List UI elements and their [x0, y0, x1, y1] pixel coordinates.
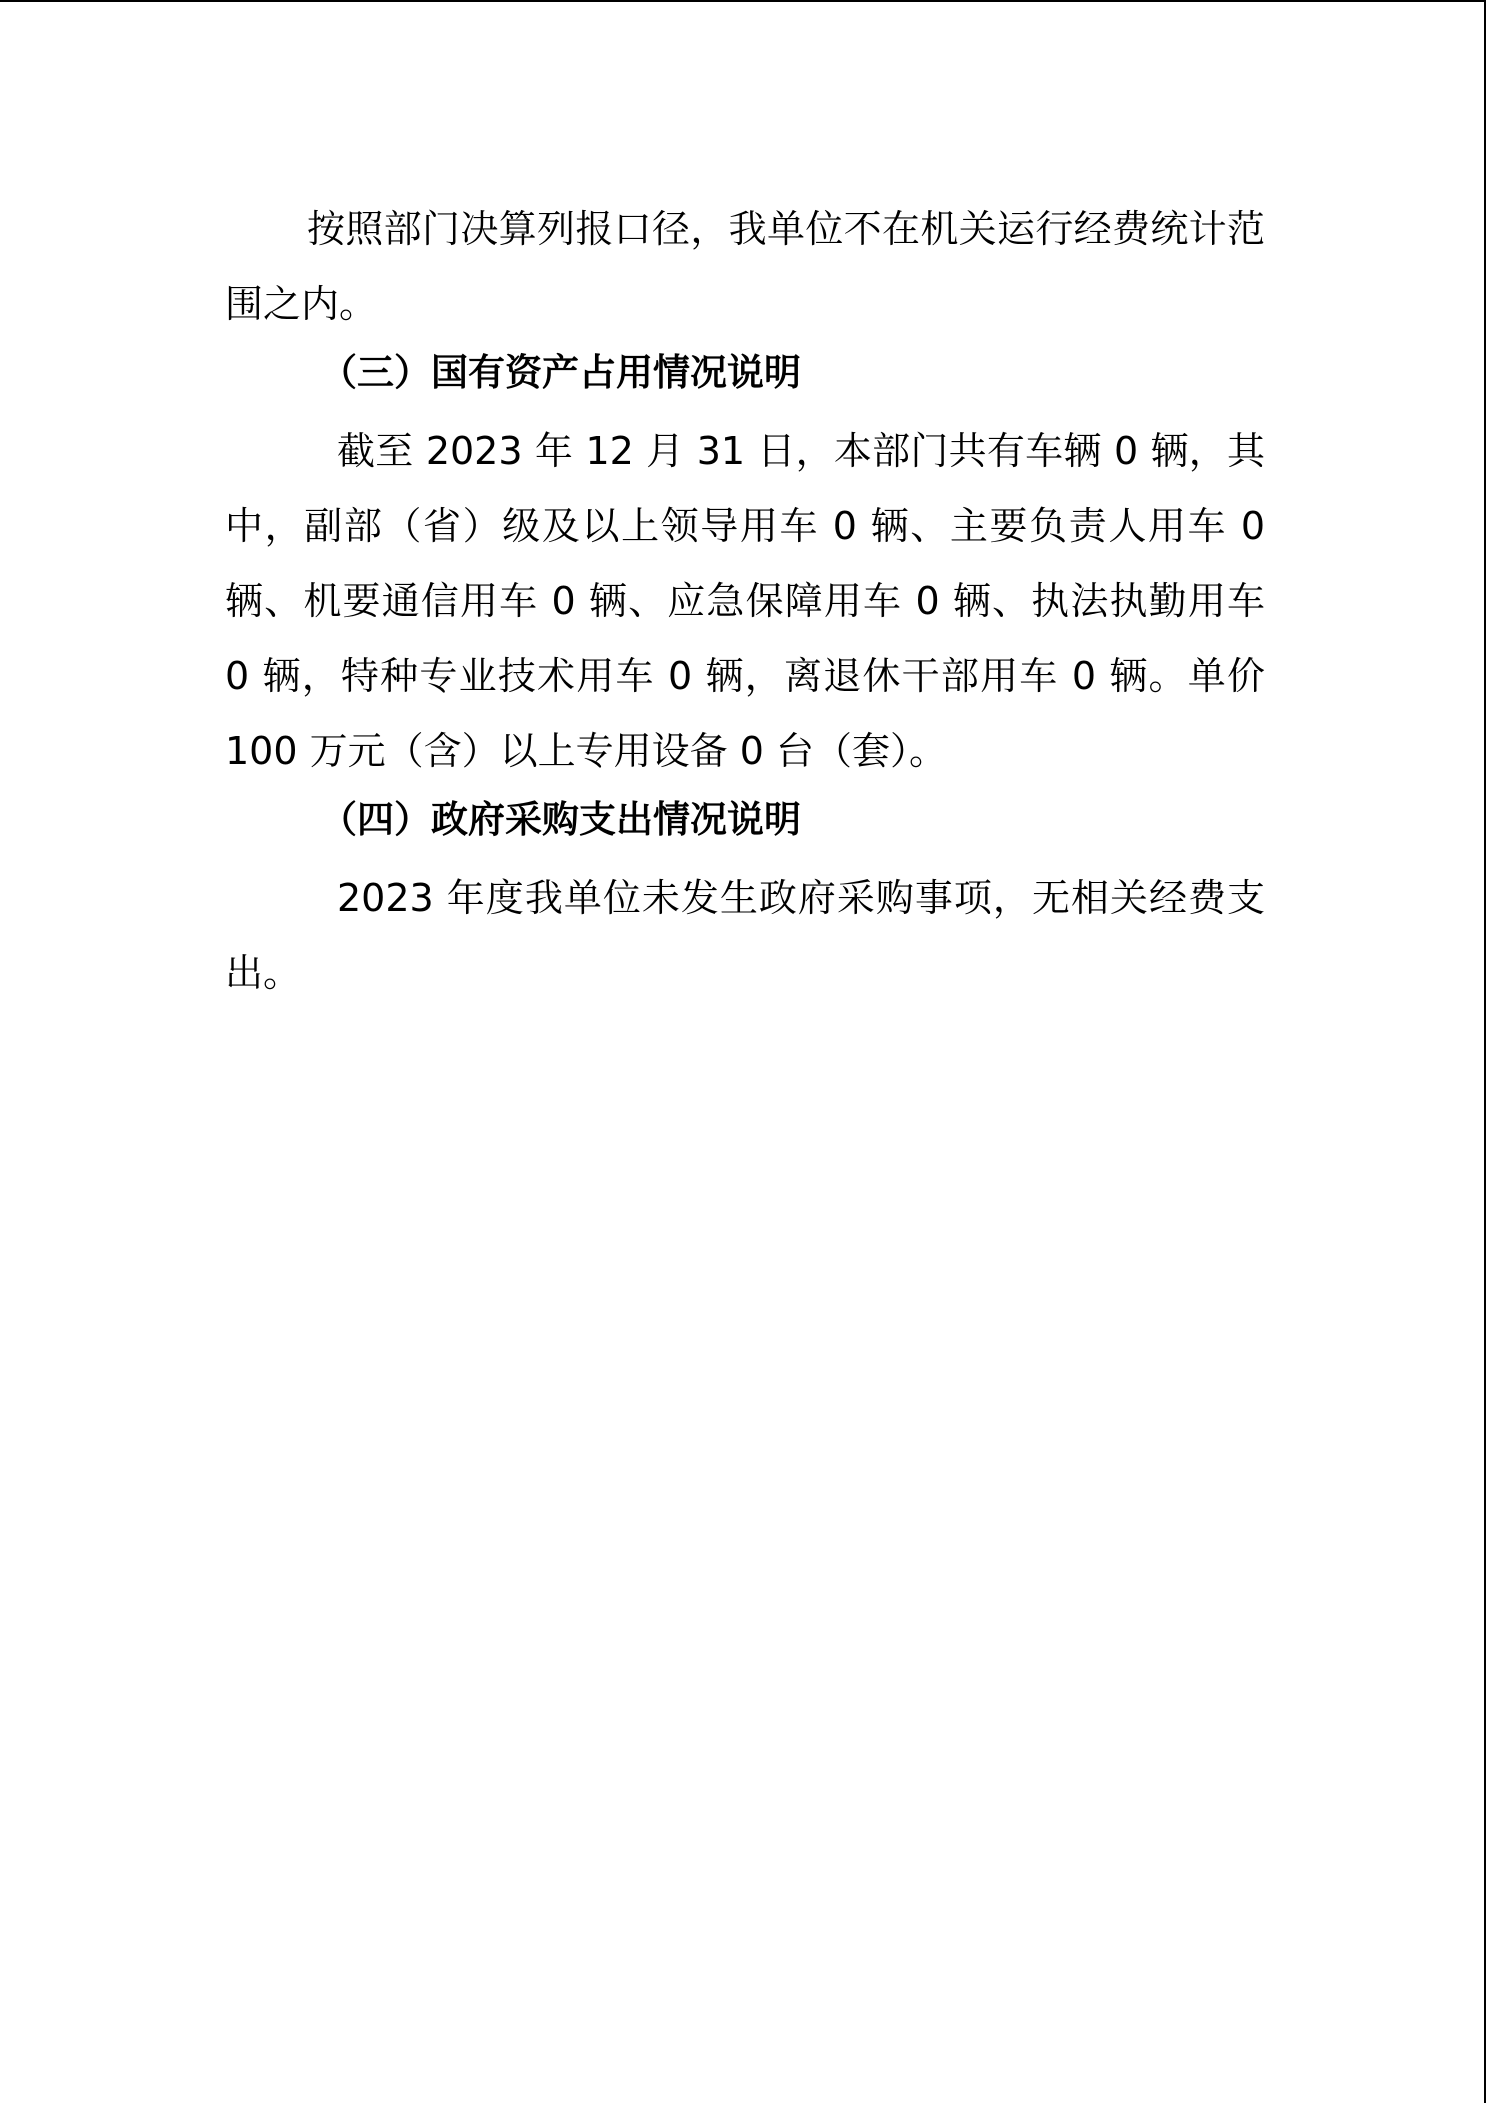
paragraph-operating-expenses: 按照部门决算列报口径，我单位不在机关运行经费统计范围之内。 [225, 207, 1265, 326]
section-heading-state-assets: （三）国有资产占用情况说明 [320, 350, 801, 394]
paragraph-procurement-expenses: 2023 年度我单位未发生政府采购事项，无相关经费支出。 [225, 876, 1265, 995]
section-heading-government-procurement: （四）政府采购支出情况说明 [320, 797, 801, 841]
paragraph-vehicles-and-equipment: 截至 2023 年 12 月 31 日，本部门共有车辆 0 辆，其中，副部（省）级及以上领导用车 0 辆、主要负责人用车 0 辆、机要通信用车 0 辆、应急保障用车 0 辆、执法执勤用车 0 辆，特种专业技术用车 0 辆，离退休干部用车 0 辆。单价 100 万元（含）以上专用设备 0 台（套）。 [225, 429, 1265, 773]
document-body [225, 192, 1265, 1011]
